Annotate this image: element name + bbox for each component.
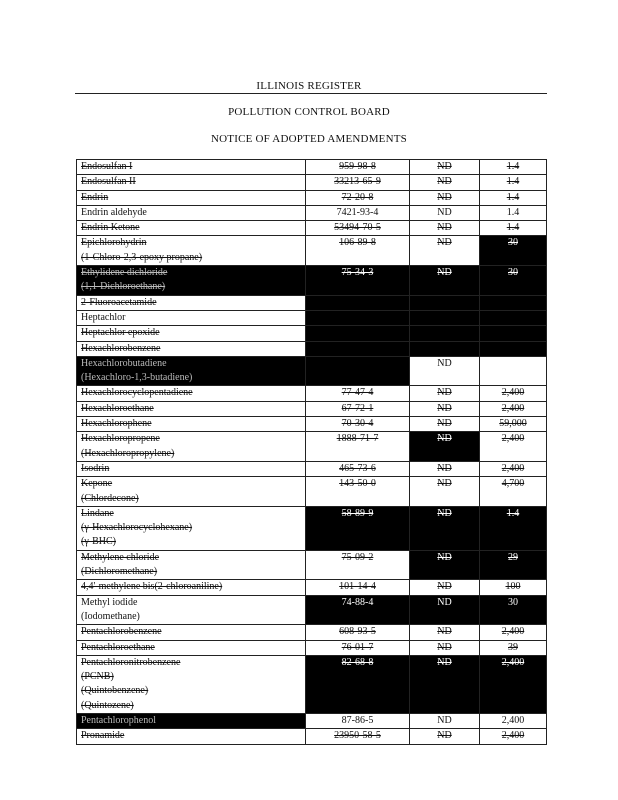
constituent-name-cell: [77, 595, 306, 625]
nd-cell: ND: [410, 461, 480, 476]
concentration-cell: 2,400: [480, 655, 547, 713]
constituent-name-line: Pentachloronitrobenzene: [81, 656, 181, 668]
constituent-name-line: Epichlorohydrin: [81, 237, 147, 249]
table-row: [77, 477, 547, 507]
nd-cell: ND: [410, 655, 480, 713]
constituent-name-line: Endosulfan II: [81, 176, 136, 188]
table-row: [77, 386, 547, 401]
register-title: ILLINOIS REGISTER: [256, 80, 362, 92]
concentration-cell: 1.4: [480, 221, 547, 236]
nd-cell: ND: [410, 205, 480, 220]
cas-number-cell: 72-20-8: [306, 190, 410, 205]
constituent-name-line: 2-Fluoroacetamide: [81, 296, 157, 308]
nd-cell: [410, 326, 480, 341]
notice-title: NOTICE OF ADOPTED AMENDMENTS: [211, 133, 407, 145]
table-row: [77, 190, 547, 205]
constituent-name-cell: [77, 175, 306, 190]
concentration-cell: [480, 341, 547, 356]
table-row: [77, 310, 547, 325]
constituent-name-line: Heptachlor epoxide: [81, 327, 160, 339]
constituent-name-line: Methylene chloride: [81, 551, 160, 563]
concentration-cell: [480, 295, 547, 310]
table-row: [77, 356, 547, 386]
nd-cell: [410, 310, 480, 325]
constituent-name-line: Endrin: [81, 191, 109, 203]
concentration-cell: 2,400: [480, 729, 547, 744]
table-row: [77, 729, 547, 744]
constituent-name-line: Hexachloropropene: [81, 433, 160, 445]
constituent-name-line: Ethylidene dichloride: [81, 267, 168, 279]
table-row: [77, 595, 547, 625]
constituent-name-line: Pentachlorophenol: [81, 714, 156, 726]
cas-number-cell: 33213-65-9: [306, 175, 410, 190]
constituent-name-line: Pentachloroethane: [81, 641, 155, 653]
table-row: [77, 221, 547, 236]
constituent-name-line: (Hexachloro-1,3-butadiene): [81, 372, 193, 384]
cas-number-cell: 87-86-5: [306, 713, 410, 728]
constituent-name-cell: [77, 580, 306, 595]
table-row: [77, 550, 547, 580]
cas-number-cell: 23950-58-5: [306, 729, 410, 744]
constituent-name-line: Kepone: [81, 478, 113, 490]
nd-cell: ND: [410, 386, 480, 401]
table-row: [77, 655, 547, 713]
table-row: [77, 432, 547, 462]
constituent-name-line: Endosulfan I: [81, 161, 133, 172]
constituent-name-cell: [77, 401, 306, 416]
concentration-cell: 30: [480, 236, 547, 266]
concentration-cell: 4,700: [480, 477, 547, 507]
constituent-name-cell: [77, 729, 306, 744]
constituent-name-cell: [77, 205, 306, 220]
constituent-name-line: (Iodomethane): [81, 610, 140, 622]
cas-number-cell: 75-34-3: [306, 266, 410, 296]
concentration-cell: 2,400: [480, 386, 547, 401]
concentration-cell: 2,400: [480, 401, 547, 416]
table-row: [77, 713, 547, 728]
constituent-name-line: Hexachlorocyclopentadiene: [81, 387, 193, 399]
concentration-cell: 29: [480, 550, 547, 580]
constituent-name-cell: [77, 160, 306, 175]
cas-number-cell: 143-50-0: [306, 477, 410, 507]
nd-cell: ND: [410, 432, 480, 462]
concentration-cell: 2,400: [480, 432, 547, 462]
nd-cell: ND: [410, 356, 480, 386]
constituent-name-line: (Chlordecone): [81, 492, 139, 504]
cas-number-cell: 58-89-9: [306, 506, 410, 550]
constituent-name-cell: [77, 640, 306, 655]
nd-cell: [410, 295, 480, 310]
nd-cell: ND: [410, 580, 480, 595]
nd-cell: ND: [410, 713, 480, 728]
table-row: [77, 266, 547, 296]
constituent-name-line: Methyl iodide: [81, 596, 138, 608]
nd-cell: ND: [410, 401, 480, 416]
constituent-name-line: (1,1-Dichloroethane): [81, 281, 166, 293]
nd-cell: ND: [410, 160, 480, 175]
table-row: [77, 506, 547, 550]
constituent-name-cell: [77, 295, 306, 310]
table-row: [77, 160, 547, 175]
constituent-name-line: Heptachlor: [81, 311, 126, 323]
constituent-name-cell: [77, 432, 306, 462]
constituent-name-line: (γ-BHC): [81, 536, 116, 548]
table-row: [77, 640, 547, 655]
constituent-name-cell: [77, 461, 306, 476]
concentration-cell: [480, 326, 547, 341]
cas-number-cell: 53494-70-5: [306, 221, 410, 236]
constituent-name-line: (Dichloromethane): [81, 566, 158, 578]
cas-number-cell: 465-73-6: [306, 461, 410, 476]
constituent-name-cell: [77, 236, 306, 266]
cas-number-cell: 1888-71-7: [306, 432, 410, 462]
cas-number-cell: 75-09-2: [306, 550, 410, 580]
constituent-name-cell: [77, 190, 306, 205]
constituent-name-cell: [77, 386, 306, 401]
table-row: [77, 580, 547, 595]
concentration-cell: 1.4: [480, 160, 547, 175]
nd-cell: ND: [410, 221, 480, 236]
nd-cell: ND: [410, 417, 480, 432]
concentration-cell: [480, 356, 547, 386]
constituent-name-line: (Quintobenzene): [81, 685, 149, 697]
nd-cell: ND: [410, 477, 480, 507]
constituent-name-line: Hexachloroethane: [81, 402, 154, 414]
table-row: [77, 401, 547, 416]
table-row: [77, 175, 547, 190]
table-row: [77, 205, 547, 220]
constituent-name-cell: [77, 266, 306, 296]
cas-number-cell: 106-89-8: [306, 236, 410, 266]
nd-cell: ND: [410, 595, 480, 625]
table-row: [77, 295, 547, 310]
header-rule: [75, 93, 547, 94]
cas-number-cell: 76-01-7: [306, 640, 410, 655]
concentration-cell: 100: [480, 580, 547, 595]
nd-cell: ND: [410, 640, 480, 655]
cas-number-cell: 70-30-4: [306, 417, 410, 432]
constituent-name-cell: [77, 550, 306, 580]
concentration-cell: 2,400: [480, 461, 547, 476]
constituent-name-cell: [77, 356, 306, 386]
cas-number-cell: 82-68-8: [306, 655, 410, 713]
table-row: [77, 326, 547, 341]
concentration-cell: [480, 310, 547, 325]
board-title: POLLUTION CONTROL BOARD: [228, 106, 390, 118]
cas-number-cell: 77-47-4: [306, 386, 410, 401]
constituent-name-line: Endrin Ketone: [81, 222, 140, 234]
cas-number-cell: 959-98-8: [306, 160, 410, 175]
constituent-name-line: Hexachlorobutadiene: [81, 357, 167, 369]
cas-number-cell: [306, 310, 410, 325]
constituent-name-cell: [77, 221, 306, 236]
table-row: [77, 341, 547, 356]
cas-number-cell: 74-88-4: [306, 595, 410, 625]
nd-cell: ND: [410, 625, 480, 640]
constituent-name-line: 4,4'-methylene bis(2-chloroaniline): [81, 581, 223, 593]
concentration-cell: 1.4: [480, 190, 547, 205]
constituent-name-line: Pentachlorobenzene: [81, 626, 162, 638]
constituent-name-line: (Quintozene): [81, 699, 134, 711]
nd-cell: [410, 341, 480, 356]
constituent-name-line: Hexachlorobenzene: [81, 342, 161, 354]
nd-cell: ND: [410, 236, 480, 266]
cas-number-cell: 101-14-4: [306, 580, 410, 595]
constituent-name-line: (1-Chloro-2,3-epoxy propane): [81, 251, 203, 263]
constituent-name-line: Lindane: [81, 507, 114, 519]
concentration-cell: 1.4: [480, 205, 547, 220]
cas-number-cell: 67-72-1: [306, 401, 410, 416]
constituent-name-line: Endrin aldehyde: [81, 206, 147, 218]
concentration-cell: 39: [480, 640, 547, 655]
table-row: [77, 417, 547, 432]
constituent-name-cell: [77, 625, 306, 640]
constituent-name-line: (γ-Hexachlorocyclohexane): [81, 522, 193, 534]
cas-number-cell: [306, 356, 410, 386]
constituent-name-cell: [77, 341, 306, 356]
table-row: [77, 236, 547, 266]
constituent-name-cell: [77, 326, 306, 341]
constituent-name-line: Pronamide: [81, 730, 125, 742]
concentration-cell: 1.4: [480, 175, 547, 190]
table-row: [77, 461, 547, 476]
nd-cell: ND: [410, 506, 480, 550]
constituent-name-cell: [77, 655, 306, 713]
constituent-name-cell: [77, 713, 306, 728]
cas-number-cell: 7421-93-4: [306, 205, 410, 220]
constituent-name-cell: [77, 310, 306, 325]
table-row: [77, 625, 547, 640]
constituent-name-line: Isodrin: [81, 462, 110, 474]
constituent-name-line: (Hexachloropropylene): [81, 447, 175, 459]
nd-cell: ND: [410, 729, 480, 744]
constituent-name-cell: [77, 417, 306, 432]
cas-number-cell: [306, 341, 410, 356]
concentration-cell: 1.4: [480, 506, 547, 550]
concentration-cell: 59,000: [480, 417, 547, 432]
constituent-name-line: Hexachlorophene: [81, 418, 152, 430]
concentration-cell: 2,400: [480, 713, 547, 728]
nd-cell: ND: [410, 175, 480, 190]
nd-cell: ND: [410, 550, 480, 580]
concentration-cell: 2,400: [480, 625, 547, 640]
constituent-table: [76, 159, 547, 745]
cas-number-cell: 608-93-5: [306, 625, 410, 640]
cas-number-cell: [306, 326, 410, 341]
concentration-cell: 30: [480, 595, 547, 625]
constituent-name-line: (PCNB): [81, 671, 114, 683]
cas-number-cell: [306, 295, 410, 310]
nd-cell: ND: [410, 190, 480, 205]
constituent-name-cell: [77, 477, 306, 507]
concentration-cell: 30: [480, 266, 547, 296]
constituent-name-cell: [77, 506, 306, 550]
nd-cell: ND: [410, 266, 480, 296]
